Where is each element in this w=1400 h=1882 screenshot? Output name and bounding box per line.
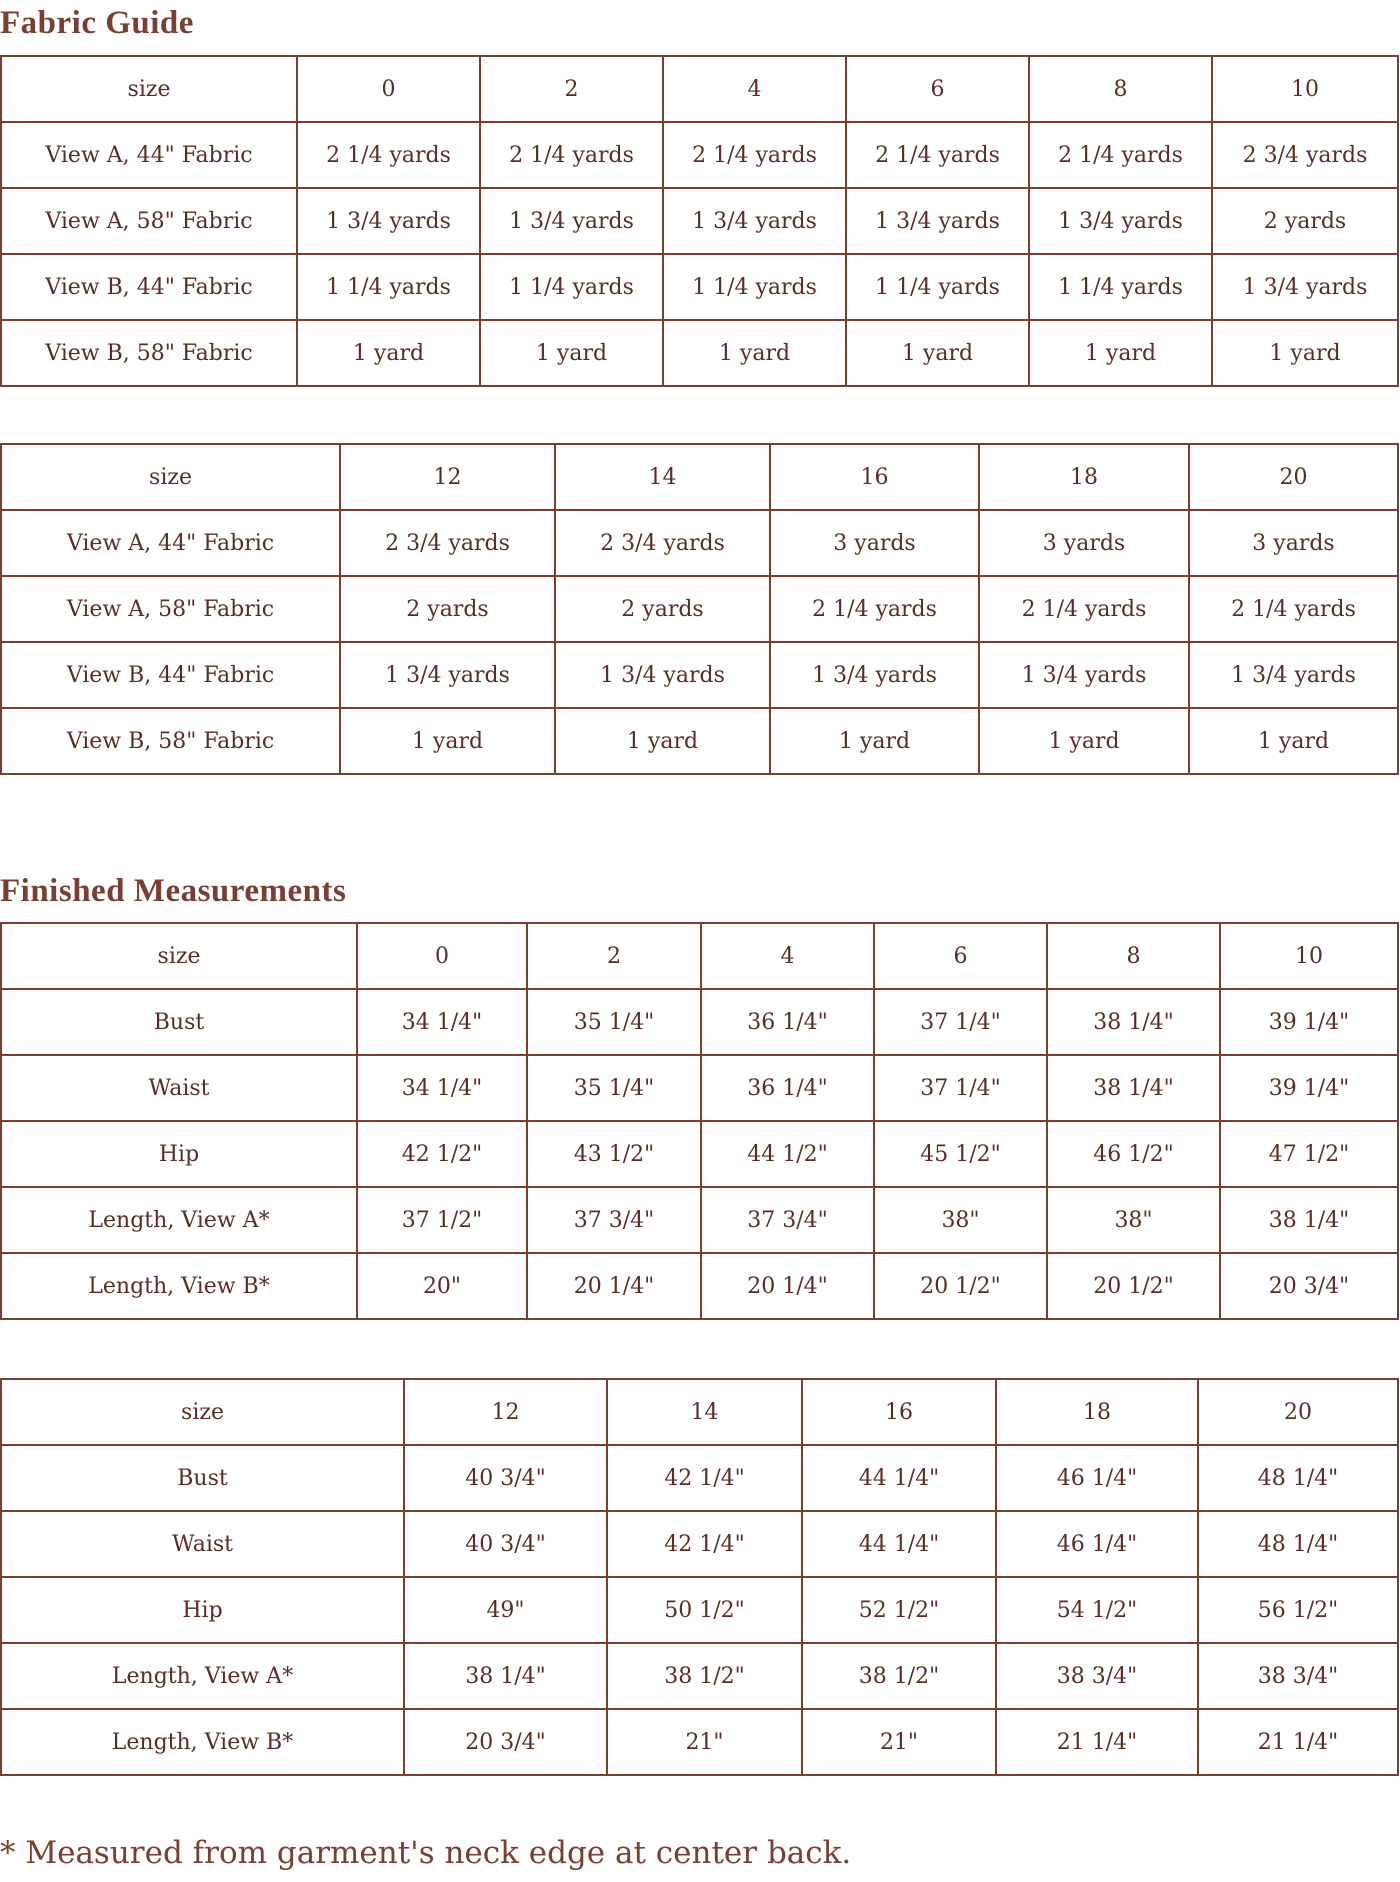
table-cell: 1 3/4 yards	[663, 188, 846, 254]
table-cell: 38 3/4"	[996, 1643, 1198, 1709]
row-label-cell: View B, 58" Fabric	[1, 708, 340, 774]
table-cell: 1 yard	[1189, 708, 1398, 774]
row-label-cell: View B, 44" Fabric	[1, 642, 340, 708]
table-cell: 2 3/4 yards	[555, 510, 770, 576]
table-cell: 38 1/4"	[404, 1643, 607, 1709]
table-cell: 35 1/4"	[527, 1055, 701, 1121]
header-cell: 2	[480, 56, 663, 122]
table-cell: 54 1/2"	[996, 1577, 1198, 1643]
header-cell: 12	[404, 1379, 607, 1445]
table-cell: 20 1/2"	[874, 1253, 1047, 1319]
table-row	[1, 510, 1398, 576]
table-cell: 48 1/4"	[1198, 1445, 1398, 1511]
table-cell: 1 yard	[770, 708, 979, 774]
header-cell: 0	[357, 923, 527, 989]
table-cell: 1 3/4 yards	[846, 188, 1029, 254]
footnote: * Measured from garment's neck edge at center back.	[0, 1835, 852, 1871]
table-cell: 1 yard	[297, 320, 480, 386]
header-cell: 16	[770, 444, 979, 510]
table-cell: 39 1/4"	[1220, 1055, 1398, 1121]
row-label-cell: Bust	[1, 1445, 404, 1511]
header-cell: 10	[1220, 923, 1398, 989]
table-cell: 43 1/2"	[527, 1121, 701, 1187]
table-cell: 2 3/4 yards	[1212, 122, 1398, 188]
table-cell: 44 1/4"	[802, 1511, 996, 1577]
fabric-guide-title: Fabric Guide	[0, 5, 194, 41]
row-label-cell: View A, 44" Fabric	[1, 122, 297, 188]
table-cell: 2 3/4 yards	[340, 510, 555, 576]
table-row	[1, 122, 1398, 188]
table-cell: 37 1/2"	[357, 1187, 527, 1253]
table-cell: 37 1/4"	[874, 989, 1047, 1055]
table-cell: 38 1/4"	[1047, 1055, 1220, 1121]
row-label-cell: View A, 58" Fabric	[1, 188, 297, 254]
row-label-cell: Length, View A*	[1, 1643, 404, 1709]
header-cell: 6	[874, 923, 1047, 989]
table-row	[1, 1445, 1398, 1511]
header-cell: 14	[607, 1379, 802, 1445]
table-cell: 2 1/4 yards	[480, 122, 663, 188]
table-row	[1, 254, 1398, 320]
header-cell: 8	[1029, 56, 1212, 122]
table-cell: 42 1/4"	[607, 1445, 802, 1511]
header-cell: size	[1, 56, 297, 122]
header-cell: 20	[1189, 444, 1398, 510]
header-cell: 12	[340, 444, 555, 510]
table-cell: 46 1/4"	[996, 1511, 1198, 1577]
table-cell: 37 1/4"	[874, 1055, 1047, 1121]
row-label-cell: Length, View B*	[1, 1253, 357, 1319]
table-cell: 3 yards	[979, 510, 1189, 576]
table-cell: 1 1/4 yards	[480, 254, 663, 320]
table-cell: 21 1/4"	[1198, 1709, 1398, 1775]
table-cell: 34 1/4"	[357, 1055, 527, 1121]
table-cell: 45 1/2"	[874, 1121, 1047, 1187]
header-cell: 20	[1198, 1379, 1398, 1445]
finished-measurements-title: Finished Measurements	[0, 873, 347, 909]
table-cell: 1 yard	[555, 708, 770, 774]
table-row	[1, 1511, 1398, 1577]
table-cell: 38 1/4"	[1047, 989, 1220, 1055]
table-cell: 36 1/4"	[701, 989, 874, 1055]
table-cell: 42 1/2"	[357, 1121, 527, 1187]
fabric-guide-table-1	[0, 55, 1399, 387]
row-label-cell: Waist	[1, 1055, 357, 1121]
table-cell: 2 1/4 yards	[1029, 122, 1212, 188]
header-cell: size	[1, 444, 340, 510]
table-cell: 1 yard	[340, 708, 555, 774]
finished-measurements-table-2	[0, 1378, 1399, 1776]
table-row	[1, 1709, 1398, 1775]
table-cell: 38 1/2"	[607, 1643, 802, 1709]
header-row	[1, 56, 1398, 122]
table-cell: 1 1/4 yards	[846, 254, 1029, 320]
header-cell: 2	[527, 923, 701, 989]
table-cell: 44 1/4"	[802, 1445, 996, 1511]
table-cell: 20 1/4"	[701, 1253, 874, 1319]
table-cell: 1 yard	[663, 320, 846, 386]
fabric-guide-table-2	[0, 443, 1399, 775]
table-cell: 1 yard	[1029, 320, 1212, 386]
row-label-cell: View A, 58" Fabric	[1, 576, 340, 642]
row-label-cell: Bust	[1, 989, 357, 1055]
header-cell: size	[1, 1379, 404, 1445]
table-cell: 2 yards	[555, 576, 770, 642]
row-label-cell: Hip	[1, 1577, 404, 1643]
header-row	[1, 1379, 1398, 1445]
table-cell: 21"	[607, 1709, 802, 1775]
header-cell: 0	[297, 56, 480, 122]
table-row	[1, 708, 1398, 774]
table-row	[1, 188, 1398, 254]
table-cell: 2 yards	[1212, 188, 1398, 254]
table-cell: 1 yard	[979, 708, 1189, 774]
table-cell: 1 1/4 yards	[297, 254, 480, 320]
table-cell: 2 1/4 yards	[846, 122, 1029, 188]
table-cell: 3 yards	[770, 510, 979, 576]
finished-measurements-table-1	[0, 922, 1399, 1320]
row-label-cell: Length, View A*	[1, 1187, 357, 1253]
table-cell: 46 1/2"	[1047, 1121, 1220, 1187]
table-cell: 38 3/4"	[1198, 1643, 1398, 1709]
header-cell: 6	[846, 56, 1029, 122]
header-cell: 16	[802, 1379, 996, 1445]
table-cell: 2 1/4 yards	[770, 576, 979, 642]
table-cell: 49"	[404, 1577, 607, 1643]
table-cell: 38"	[874, 1187, 1047, 1253]
table-cell: 1 3/4 yards	[340, 642, 555, 708]
table-cell: 47 1/2"	[1220, 1121, 1398, 1187]
row-label-cell: Hip	[1, 1121, 357, 1187]
table-cell: 1 yard	[846, 320, 1029, 386]
table-cell: 36 1/4"	[701, 1055, 874, 1121]
row-label-cell: View B, 44" Fabric	[1, 254, 297, 320]
table-cell: 50 1/2"	[607, 1577, 802, 1643]
table-row	[1, 642, 1398, 708]
table-cell: 42 1/4"	[607, 1511, 802, 1577]
header-cell: 8	[1047, 923, 1220, 989]
table-cell: 20"	[357, 1253, 527, 1319]
table-cell: 40 3/4"	[404, 1445, 607, 1511]
table-cell: 1 3/4 yards	[1212, 254, 1398, 320]
table-row	[1, 320, 1398, 386]
table-cell: 2 1/4 yards	[1189, 576, 1398, 642]
table-cell: 35 1/4"	[527, 989, 701, 1055]
table-cell: 1 1/4 yards	[663, 254, 846, 320]
table-row	[1, 576, 1398, 642]
table-cell: 52 1/2"	[802, 1577, 996, 1643]
table-cell: 38"	[1047, 1187, 1220, 1253]
table-cell: 40 3/4"	[404, 1511, 607, 1577]
row-label-cell: Waist	[1, 1511, 404, 1577]
table-cell: 1 3/4 yards	[1189, 642, 1398, 708]
header-cell: 10	[1212, 56, 1398, 122]
row-label-cell: View B, 58" Fabric	[1, 320, 297, 386]
table-cell: 1 3/4 yards	[297, 188, 480, 254]
table-cell: 39 1/4"	[1220, 989, 1398, 1055]
table-row	[1, 989, 1398, 1055]
table-cell: 46 1/4"	[996, 1445, 1198, 1511]
table-cell: 20 3/4"	[1220, 1253, 1398, 1319]
table-cell: 20 1/2"	[1047, 1253, 1220, 1319]
table-row	[1, 1577, 1398, 1643]
row-label-cell: View A, 44" Fabric	[1, 510, 340, 576]
table-cell: 37 3/4"	[527, 1187, 701, 1253]
header-cell: 4	[663, 56, 846, 122]
table-cell: 34 1/4"	[357, 989, 527, 1055]
table-cell: 21 1/4"	[996, 1709, 1198, 1775]
table-cell: 2 1/4 yards	[663, 122, 846, 188]
row-label-cell: Length, View B*	[1, 1709, 404, 1775]
header-cell: size	[1, 923, 357, 989]
table-cell: 1 3/4 yards	[555, 642, 770, 708]
table-cell: 20 3/4"	[404, 1709, 607, 1775]
table-cell: 2 1/4 yards	[297, 122, 480, 188]
table-cell: 1 3/4 yards	[1029, 188, 1212, 254]
header-cell: 18	[979, 444, 1189, 510]
header-cell: 4	[701, 923, 874, 989]
table-cell: 48 1/4"	[1198, 1511, 1398, 1577]
table-row	[1, 1121, 1398, 1187]
table-cell: 1 3/4 yards	[979, 642, 1189, 708]
table-row	[1, 1643, 1398, 1709]
table-row	[1, 1253, 1398, 1319]
table-cell: 2 1/4 yards	[979, 576, 1189, 642]
table-row	[1, 1187, 1398, 1253]
header-cell: 18	[996, 1379, 1198, 1445]
table-cell: 38 1/2"	[802, 1643, 996, 1709]
table-cell: 56 1/2"	[1198, 1577, 1398, 1643]
header-row	[1, 444, 1398, 510]
table-cell: 38 1/4"	[1220, 1187, 1398, 1253]
table-cell: 21"	[802, 1709, 996, 1775]
table-cell: 1 3/4 yards	[770, 642, 979, 708]
table-cell: 44 1/2"	[701, 1121, 874, 1187]
header-cell: 14	[555, 444, 770, 510]
table-cell: 3 yards	[1189, 510, 1398, 576]
header-row	[1, 923, 1398, 989]
table-row	[1, 1055, 1398, 1121]
table-cell: 37 3/4"	[701, 1187, 874, 1253]
table-cell: 1 1/4 yards	[1029, 254, 1212, 320]
table-cell: 2 yards	[340, 576, 555, 642]
table-cell: 1 yard	[480, 320, 663, 386]
table-cell: 1 3/4 yards	[480, 188, 663, 254]
table-cell: 1 yard	[1212, 320, 1398, 386]
table-cell: 20 1/4"	[527, 1253, 701, 1319]
